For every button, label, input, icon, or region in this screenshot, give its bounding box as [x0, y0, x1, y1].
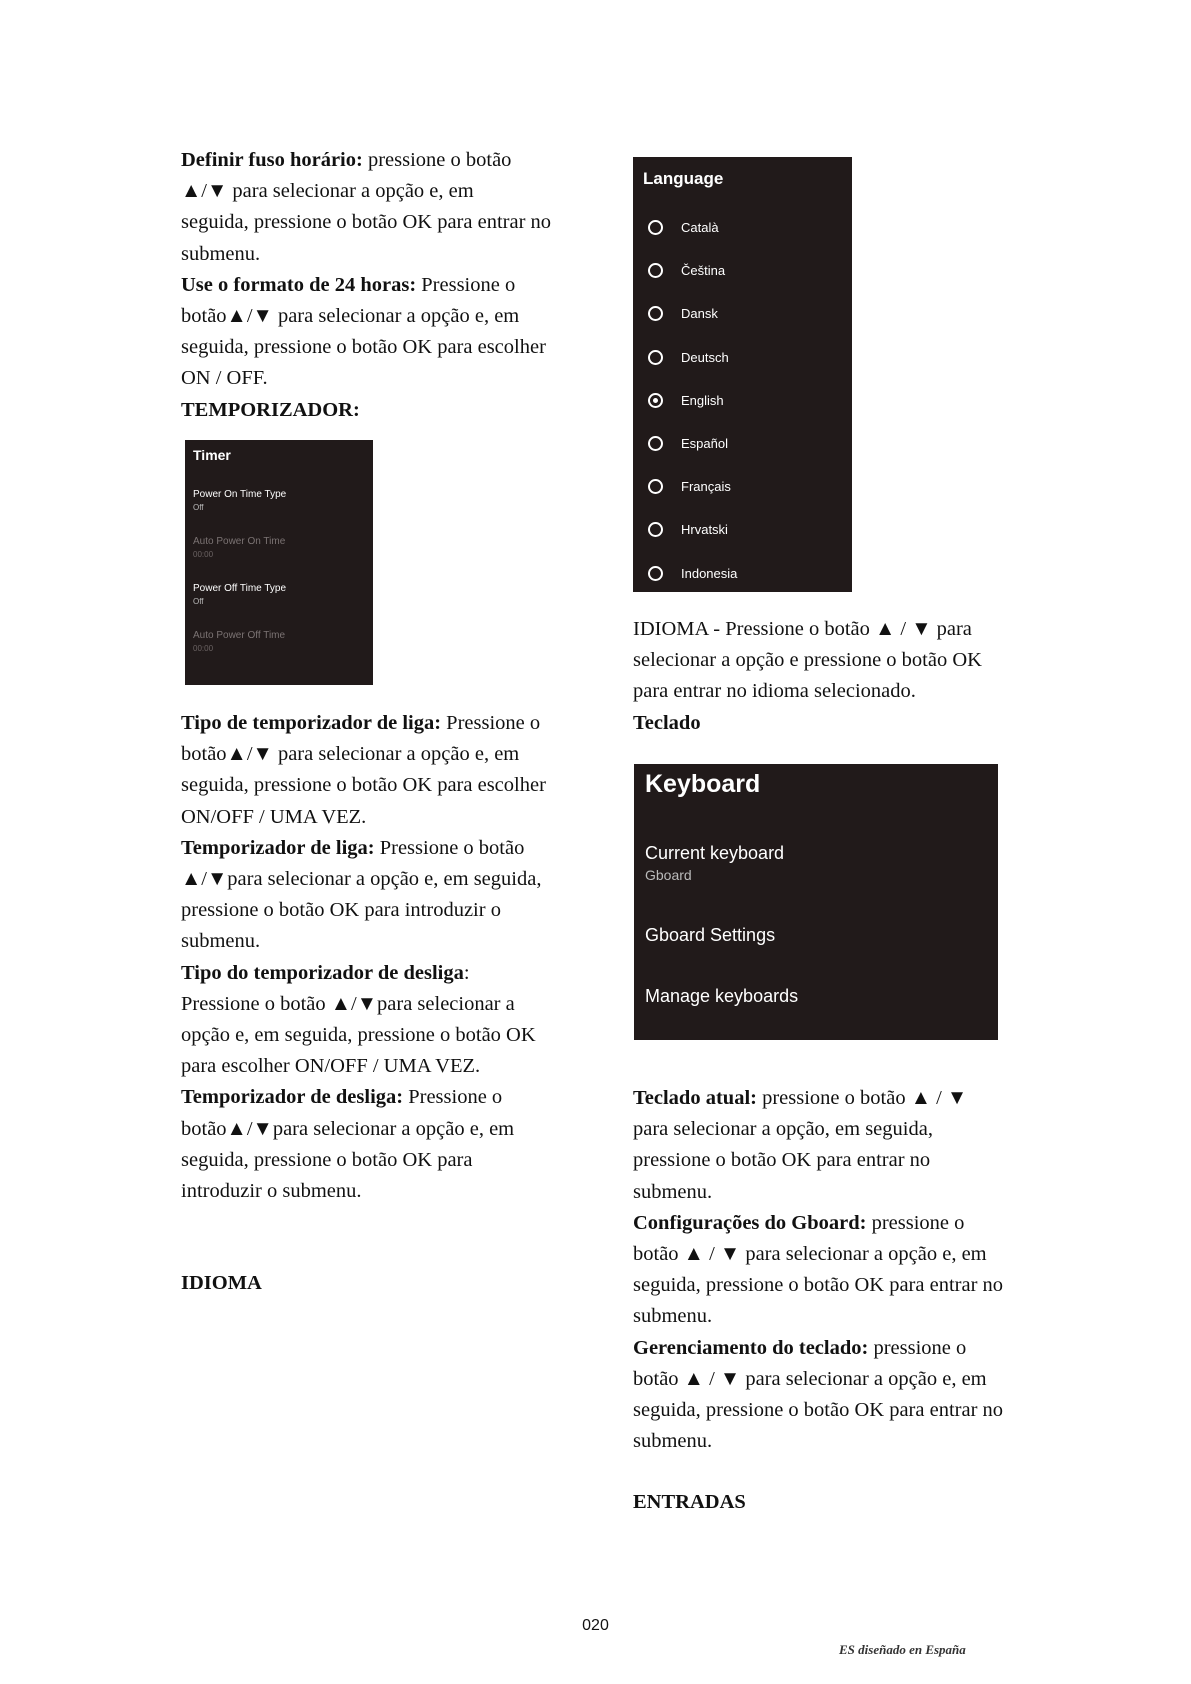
radio-unchecked-icon: [648, 479, 663, 494]
left-column: [181, 145, 581, 426]
entradas-section-heading: ENTRADAS: [633, 1491, 746, 1513]
24h-format-paragraph: Use o formato de 24 horas: Pressione o botão▲/▼ para selecionar a opção e, em seguida, pressione o botão OK para escolher ON / OFF.: [181, 273, 546, 390]
right-column-upper: [633, 614, 1033, 739]
timer-menu-item: Power On Time Type Off: [193, 489, 287, 512]
current-keyboard-item: Current keyboard Gboard: [645, 843, 785, 883]
manage-keyboards-item: Manage keyboards: [645, 986, 799, 1006]
language-option: Indonesia: [648, 562, 848, 584]
power-off-timer-paragraph: Temporizador de desliga: Pressione o botão▲/▼para selecionar a opção e, em seguida, pressione o botão OK para introduzir o submenu.: [181, 1086, 515, 1203]
radio-unchecked-icon: [648, 436, 663, 451]
24h-format-heading: Use o formato de 24 horas:: [181, 273, 417, 296]
right-column-lower: [633, 1083, 1033, 1457]
language-menu-screenshot: [633, 157, 852, 592]
keyboard-menu-title: Keyboard: [645, 770, 761, 798]
radio-unchecked-icon: [648, 566, 663, 581]
language-option: Hrvatski: [648, 518, 848, 540]
language-option-selected: English: [648, 389, 848, 411]
gboard-settings-item: Gboard Settings: [645, 925, 776, 945]
radio-checked-icon: [648, 393, 663, 408]
language-option: Français: [648, 475, 848, 497]
left-column-lower: [181, 708, 581, 1207]
timer-menu-title: Timer: [193, 447, 231, 463]
teclado-section-heading: Teclado: [633, 711, 701, 734]
timer-menu-item: Auto Power On Time 00:00: [193, 536, 286, 559]
idioma-paragraph: IDIOMA - Pressione o botão ▲ / ▼ para selecionar a opção e pressione o botão OK para entrar no idioma selecionado.: [633, 618, 982, 703]
timer-menu-item: Auto Power Off Time 00:00: [193, 630, 286, 653]
gboard-settings-paragraph: Configurações do Gboard: pressione o botão ▲ / ▼ para selecionar a opção e, em seguida, pressione o botão OK para entrar no submenu.: [633, 1211, 1004, 1328]
radio-unchecked-icon: [648, 306, 663, 321]
language-option: Dansk: [648, 302, 848, 324]
language-option: Català: [648, 216, 848, 238]
radio-unchecked-icon: [648, 263, 663, 278]
power-on-timer-paragraph: Temporizador de liga: Pressione o botão ▲/▼para selecionar a opção e, em seguida, pressione o botão OK para introduzir o submenu.: [181, 836, 542, 953]
timer-menu-screenshot: [185, 440, 373, 685]
language-menu-title: Language: [643, 169, 724, 188]
radio-unchecked-icon: [648, 522, 663, 537]
power-off-type-paragraph: Tipo do temporizador de desliga: Pressione o botão ▲/▼para selecionar a opção e, em seguida, pressione o botão OK para escolher ON/OFF / UMA VEZ.: [181, 961, 536, 1078]
keyboard-menu-screenshot: [634, 764, 998, 1040]
current-keyboard-paragraph: Teclado atual: pressione o botão ▲ / ▼ para selecionar a opção, em seguida, pressione o botão OK para entrar no submenu.: [633, 1087, 968, 1203]
language-option: Deutsch: [648, 346, 848, 368]
radio-unchecked-icon: [648, 220, 663, 235]
timezone-heading: Definir fuso horário:: [181, 149, 363, 171]
timer-section-heading: TEMPORIZADOR:: [181, 398, 360, 421]
power-on-type-paragraph: Tipo de temporizador de liga: Pressione o botão▲/▼ para selecionar a opção e, em seguida, pressione o botão OK para escolher ON/OFF / UMA VEZ.: [181, 712, 546, 828]
language-option: Čeština: [648, 259, 848, 281]
keyboard-management-paragraph: Gerenciamento do teclado: pressione o botão ▲ / ▼ para selecionar a opção e, em seguida, pressione o botão OK para entrar no submenu.: [633, 1336, 1004, 1453]
brand-logo: ES diseñado en España: [839, 1642, 966, 1657]
idioma-section-heading: IDIOMA: [181, 1272, 262, 1294]
timer-menu-item: Power Off Time Type Off: [193, 583, 287, 606]
page-number: 020: [582, 1617, 609, 1634]
language-option: Español: [648, 432, 848, 454]
radio-unchecked-icon: [648, 350, 663, 365]
timezone-paragraph: Definir fuso horário: pressione o botão ▲/▼ para selecionar a opção e, em seguida, pressione o botão OK para entrar no submenu.: [181, 149, 552, 265]
